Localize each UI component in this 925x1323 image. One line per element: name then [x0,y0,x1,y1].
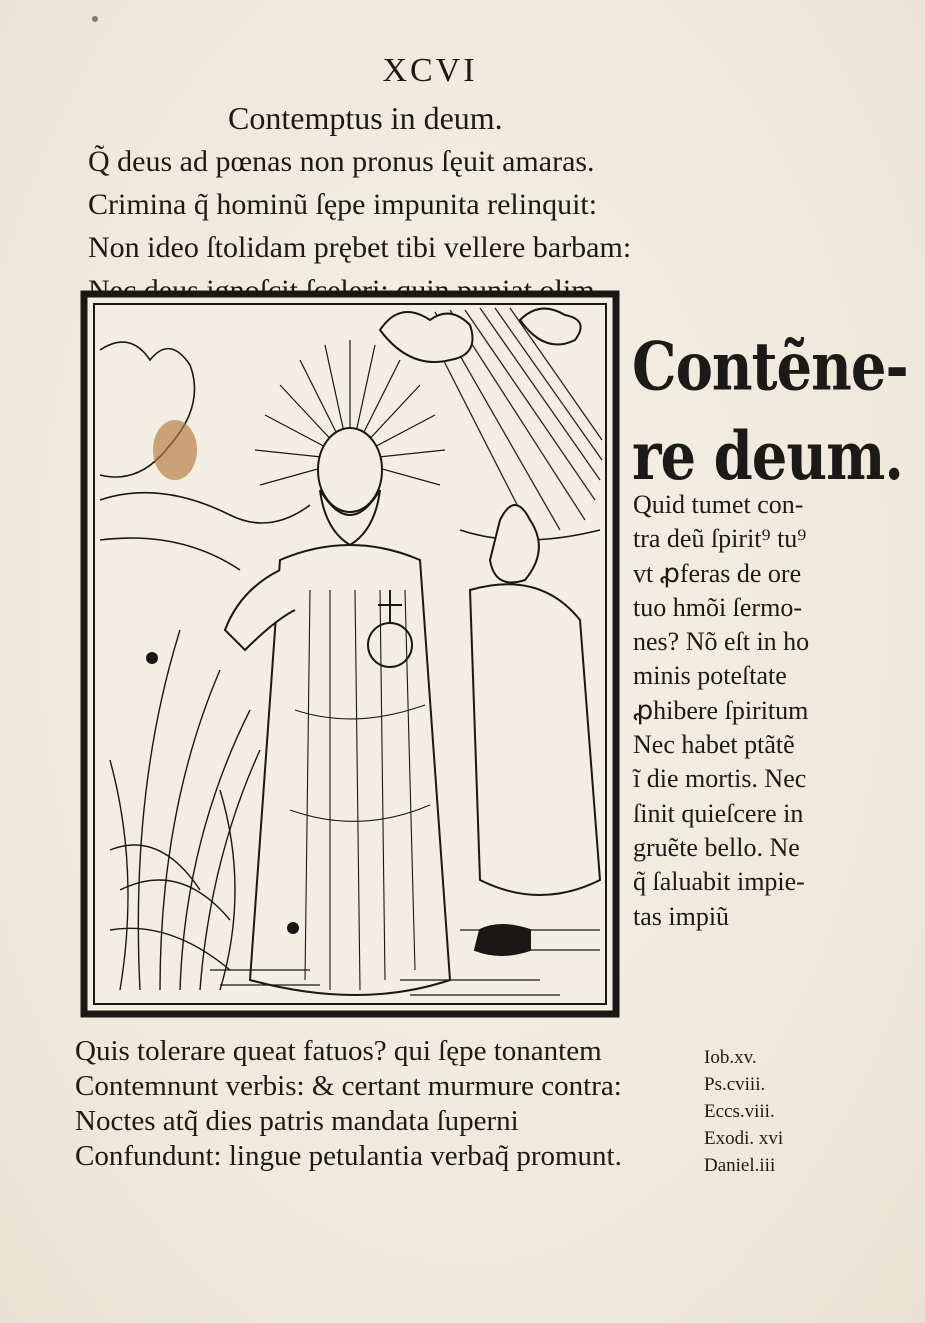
side-line: ĩ die mortis. Nec [633,764,807,794]
closing-line: Quis tolerare queat fatuos? qui ſępe tonantem [75,1035,602,1067]
side-line: vt ꝓferas de ore [633,558,802,588]
side-line: tra deũ ſpirit⁹ tu⁹ [633,524,807,554]
side-line: tuo hmõi ſermo- [633,592,802,622]
side-line: ꝓhibere ſpiritum [633,695,809,725]
closing-line: Contemnunt verbis: & certant murmure contra: [75,1070,622,1102]
verse-line: Q̃ deus ad pœnas non pronus ſęuit amaras. [88,145,595,178]
side-line: Quid tumet con- [633,490,804,519]
side-commentary [633,488,809,934]
reference: Eccs.viii. [704,1101,775,1122]
chapter-subtitle: Contemptus in deum. [228,100,503,136]
side-line: minis poteſtate [633,661,787,691]
reference: Iob.xv. [704,1047,757,1068]
verse-line: Crimina q̃ hominũ ſępe impunita relinquit: [88,188,598,221]
reference: Daniel.iii [704,1155,776,1176]
heading-line: Contẽne- [632,327,908,406]
closing-verse [75,1034,622,1174]
closing-line: Noctes atq̃ dies patris mandata ſuperni [75,1105,519,1137]
reference: Exodi. xvi [704,1128,784,1149]
opening-verse [88,140,631,312]
side-line: Nec habet ptãtẽ [633,730,795,760]
side-line: q̃ ſaluabit impie- [633,867,805,897]
ink-speck [92,16,98,22]
scripture-references [704,1044,783,1179]
side-line: tas impiũ [633,901,730,931]
folio-number: XCVI [382,52,478,89]
heading-line: re deum. [632,417,903,496]
reference: Ps.cviii. [704,1074,766,1095]
verse-line: Non ideo ſtolidam prębet tibi vellere barbam: [88,231,632,264]
woodcut-illustration [80,290,620,1018]
closing-line: Confundunt: lingue petulantia verbaq̃ promunt. [75,1140,622,1172]
side-line: nes? Nõ eſt in ho [633,627,810,657]
woodcut-drawing [80,290,620,1018]
side-line: ſinit quieſcere in [633,798,804,828]
blackletter-heading [632,322,908,501]
side-line: gruẽte bello. Ne [633,832,800,862]
